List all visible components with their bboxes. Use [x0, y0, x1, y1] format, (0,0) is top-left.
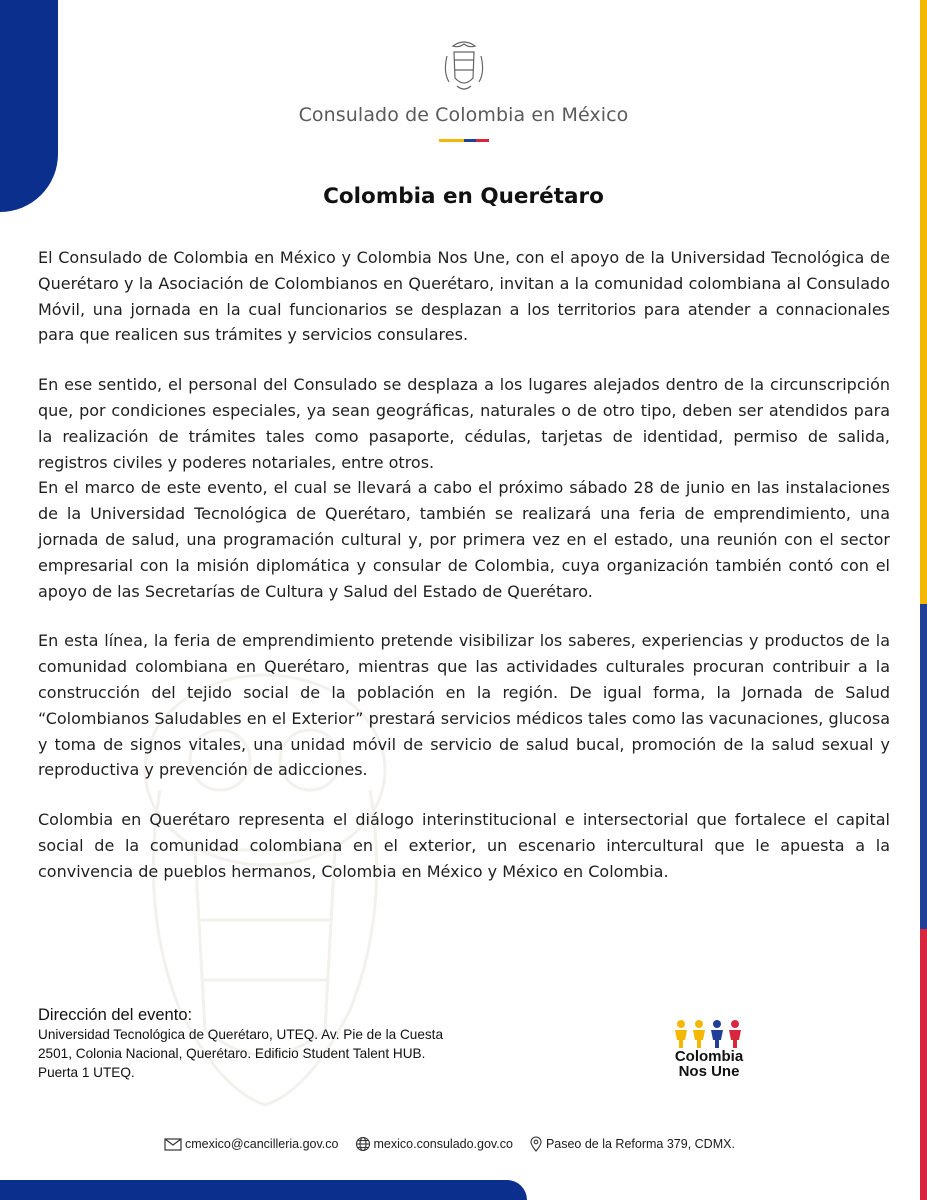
bottom-bar-decoration — [0, 1180, 527, 1200]
paragraph: En ese sentido, el personal del Consulado se desplaza a los lugares alejados dentro de la circunscripción que, por condiciones especiales, ya sean geográficas, naturales o de otro tipo, deben ser atendidos para la realización de trámites tales como pasaporte, cédulas, tarjetas de identidad, permiso de salida, registros civiles y poderes notariales, entre otros. — [38, 375, 890, 472]
paragraph: El Consulado de Colombia en México y Colombia Nos Une, con el apoyo de la Universidad Tecnológica de Querétaro y la Asociación de Colombianos en Querétaro, invitan a la comunidad colombiana al Consulado Móvil, una jornada en la cual funcionarios se desplazan a los territorios para atender a connacionales para que realicen sus trámites y servicios consulares. — [38, 248, 890, 345]
paragraph: Colombia en Querétaro representa el diálogo interinstitucional e intersectorial que fortalece el capital social de la comunidad colombiana en el exterior, un escenario intercultural que le apuesta a la convivencia de pueblos hermanos, Colombia en México y México en Colombia. — [38, 810, 890, 881]
colombian-flag-line — [439, 139, 489, 142]
globe-icon — [355, 1136, 371, 1152]
colombia-nos-une-logo — [664, 1019, 754, 1079]
side-stripe-red — [920, 929, 927, 1200]
colombia-coat-of-arms-icon — [439, 38, 489, 96]
email-link[interactable]: cmexico@cancilleria.gov.co — [185, 1137, 339, 1151]
paragraph: En el marco de este evento, el cual se llevará a cabo el próximo sábado 28 de junio en las instalaciones de la Universidad Tecnológica de Querétaro, también se realizará una feria de emprendimiento, una jornada de salud, una programación cultural y, por primera vez en el estado, una reunión con el sector empresarial con la misión diplomática y consular de Colombia, cuya organización también contó con el apoyo de las Secretarías de Cultura y Salud del Estado de Querétaro. — [38, 478, 890, 601]
logo-text-line2: Nos Une — [678, 1063, 740, 1080]
footer-email[interactable] — [164, 1137, 339, 1151]
footer-address — [529, 1136, 735, 1152]
address-text: Paseo de la Reforma 379, CDMX. — [545, 1137, 735, 1151]
event-address-line: Universidad Tecnológica de Querétaro, UTEQ. Av. Pie de la Cuesta — [38, 1027, 444, 1042]
event-address-line: 2501, Colonia Nacional, Querétaro. Edificio Student Talent HUB. — [38, 1046, 426, 1061]
letterhead — [0, 38, 927, 142]
consulate-name: Consulado de Colombia en México — [298, 104, 629, 126]
event-address-title: Dirección del evento: — [38, 1006, 193, 1024]
email-icon — [164, 1137, 182, 1151]
website-link[interactable]: mexico.consulado.gov.co — [373, 1137, 513, 1151]
footer-website[interactable] — [355, 1136, 513, 1152]
side-stripe-blue — [920, 604, 927, 929]
logo-text-line1: Colombia — [674, 1048, 744, 1065]
document-body — [38, 245, 890, 885]
event-address — [38, 1006, 508, 1082]
location-pin-icon — [529, 1136, 543, 1152]
paragraph: En esta línea, la feria de emprendimiento pretende visibilizar los saberes, experiencias y productos de la comunidad colombiana en Querétaro, mientras que las actividades culturales procuran contribuir a la construcción del tejido social de la población en la región. De igual forma, la Jornada de Salud “Colombianos Saludables en el Exterior” prestará servicios médicos tales como las vacunaciones, glucosa y toma de signos vitales, una unidad móvil de servicio de salud bucal, promoción de la salud sexual y reproductiva y prevención de adicciones. — [38, 631, 890, 780]
people-figures-icon — [671, 1019, 747, 1049]
document-title: Colombia en Querétaro — [323, 184, 604, 209]
event-address-line: Puerta 1 UTEQ. — [38, 1065, 135, 1080]
contact-footer — [164, 1136, 751, 1152]
